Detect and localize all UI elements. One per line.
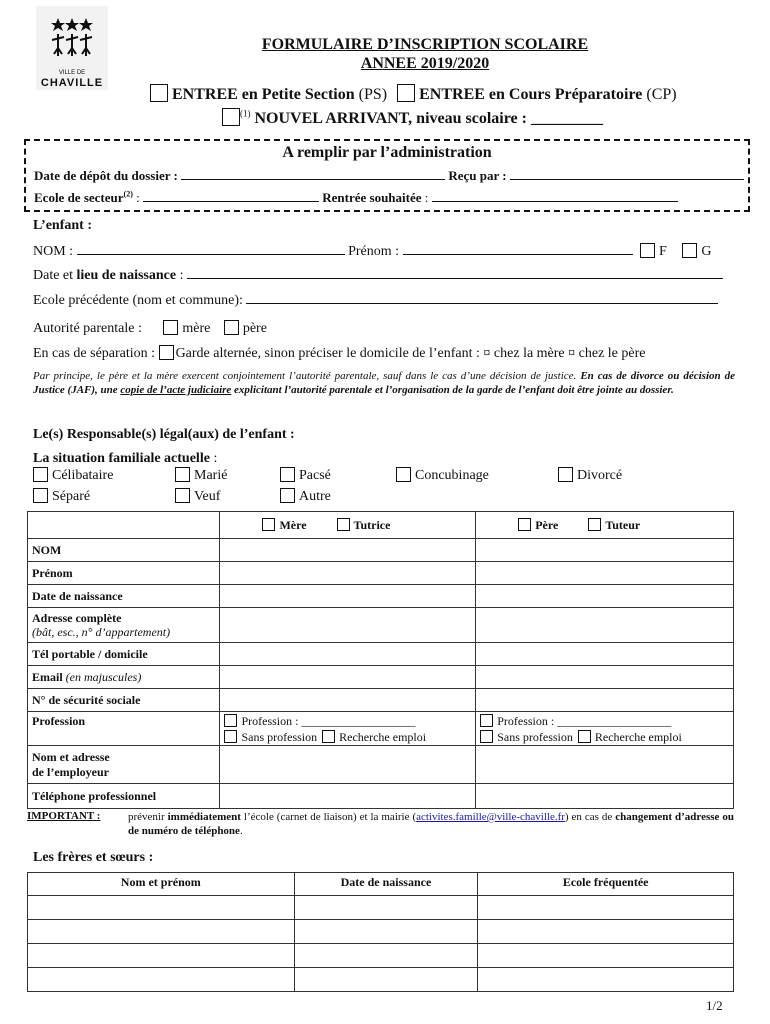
important-t5: changement d’adresse ou de numéro de téléphone (128, 811, 735, 837)
checkbox-pere-profession[interactable] (480, 714, 493, 727)
child-name-row (33, 242, 711, 260)
checkbox-divorce[interactable] (558, 467, 573, 482)
cell-mere[interactable] (220, 746, 476, 784)
col-tuteur-label: Tuteur (605, 517, 641, 532)
row-label-email (28, 666, 220, 689)
checkbox-cp[interactable] (397, 84, 415, 102)
important-t3: l’école (carnet de liaison) et la mairie ( (243, 811, 417, 823)
situation-opt-5[interactable] (558, 467, 622, 484)
table-row (28, 746, 734, 784)
birth-field[interactable] (187, 266, 723, 279)
siblings-table (27, 872, 734, 992)
important-t1: prévenir (128, 811, 165, 823)
row-label: Profession (28, 712, 220, 746)
col-mere-label: Mère (279, 517, 307, 532)
row-label: Nom et adresse (32, 749, 110, 764)
opt-label: Séparé (52, 489, 91, 504)
autorite-label: Autorité parentale : (33, 321, 142, 336)
sans-profession-label: Sans profession (497, 729, 573, 744)
situation-opt-3[interactable] (280, 467, 331, 484)
table-row (28, 608, 734, 643)
new-arrival-label: NOUVEL ARRIVANT, niveau scolaire : _________ (254, 110, 603, 127)
col-tutrice-label: Tutrice (353, 517, 391, 532)
col-ecole: Ecole fréquentée (478, 873, 734, 896)
checkbox-mere-profession[interactable] (224, 714, 237, 727)
cell-pere[interactable] (476, 643, 734, 666)
cell-mere[interactable] (220, 539, 476, 562)
cell[interactable] (28, 896, 295, 920)
rentree-label: Rentrée souhaitée (322, 190, 422, 205)
separation-row (33, 345, 646, 362)
important-t2: immédiatement (167, 811, 241, 823)
table-row (28, 944, 734, 968)
checkbox-concubinage[interactable] (396, 467, 411, 482)
cell-mere[interactable] (220, 689, 476, 712)
checkbox-ps[interactable] (150, 84, 168, 102)
guardians-table (27, 511, 734, 809)
admin-row-2: Ecole de secteur$^{(2)}$ : Rentrée souhaitée : (34, 189, 678, 206)
cell[interactable] (28, 968, 295, 992)
recu-par-field[interactable] (510, 167, 744, 180)
opt-label: Veuf (194, 489, 221, 504)
checkbox-garde[interactable] (159, 345, 174, 360)
cell-mere[interactable] (220, 562, 476, 585)
cell-pere[interactable] (476, 562, 734, 585)
nom-field[interactable] (77, 242, 345, 255)
cell-pere[interactable] (476, 539, 734, 562)
situation-label: La situation familiale actuelle (33, 451, 210, 466)
date-lieu-label-a: Date et (33, 268, 77, 283)
row-label-adresse (28, 608, 220, 643)
form-title: FORMULAIRE D’INSCRIPTION SCOLAIRE (261, 36, 589, 53)
important-t4: ) en cas de (564, 811, 613, 823)
ecole-secteur-field[interactable] (143, 189, 319, 202)
cell-pere[interactable] (476, 689, 734, 712)
checkbox-veuf[interactable] (175, 488, 190, 503)
cell[interactable] (294, 896, 478, 920)
cell[interactable] (294, 944, 478, 968)
siblings-header-row (28, 873, 734, 896)
note-part-2: En cas de divorce ou décision de Justice (JAF), une (33, 370, 735, 396)
table-row (28, 539, 734, 562)
email-link[interactable]: activites.famille@ville-chaville.fr (416, 811, 565, 823)
checkbox-mere[interactable] (163, 320, 178, 335)
cell-mere[interactable] (220, 666, 476, 689)
ecole-prec-row (33, 291, 718, 309)
row-label-employeur (28, 746, 220, 784)
resp-heading: Le(s) Responsable(s) légal(aux) de l’enfant : (33, 427, 295, 442)
table-row (28, 968, 734, 992)
checkbox-col-tutrice[interactable] (337, 518, 350, 531)
f-label: F (659, 244, 667, 259)
checkbox-mere-recherche[interactable] (322, 730, 335, 743)
cell-pere[interactable] (476, 585, 734, 608)
table-row (28, 562, 734, 585)
cell-mere[interactable] (220, 784, 476, 809)
date-lieu-label-b: lieu de naissance (76, 268, 177, 283)
admin-box (24, 139, 750, 212)
profession-label: Profession : ___________________ (241, 713, 416, 728)
situation-opt-7[interactable] (175, 488, 220, 505)
checkbox-col-tuteur[interactable] (588, 518, 601, 531)
separation-label: En cas de séparation : (33, 346, 156, 361)
mere-label: mère (182, 321, 211, 336)
cell-pere-profession (476, 712, 734, 746)
note-part-1: Par principe, le père et la mère exercent conjointement l’autorité parentale, sauf dans le cas d’une décision de justice. (33, 370, 577, 382)
row-sublabel: de l’employeur (32, 764, 109, 779)
table-row (28, 920, 734, 944)
rentree-field[interactable] (432, 189, 678, 202)
recherche-label: Recherche emploi (339, 729, 427, 744)
table-row (28, 643, 734, 666)
opt-label: Concubinage (415, 468, 489, 483)
checkbox-pere-sans-profession[interactable] (480, 730, 493, 743)
opt-label: Divorcé (577, 468, 623, 483)
checkbox-pere[interactable] (224, 320, 239, 335)
admin-row-1 (34, 167, 744, 184)
checkbox-col-pere[interactable] (518, 518, 531, 531)
cell-mere[interactable] (220, 585, 476, 608)
ecole-secteur-label: Ecole de secteur (34, 190, 124, 205)
checkbox-celibataire[interactable] (33, 467, 48, 482)
birth-row: Date et lieu de naissance : (33, 266, 723, 284)
prenom-field[interactable] (403, 242, 633, 255)
garde-label: Garde alternée, sinon préciser le domicile de l’enfant : ¤ chez la mère ¤ chez le père (175, 346, 646, 361)
nom-label: NOM : (33, 244, 74, 259)
row-label: N° de sécurité sociale (28, 689, 220, 712)
mere-col-header (220, 512, 476, 539)
cell-pere[interactable] (476, 666, 734, 689)
checkbox-marie[interactable] (175, 467, 190, 482)
important-t6: . (239, 825, 243, 837)
col-pere-label: Père (535, 517, 559, 532)
sans-profession-label: Sans profession (241, 729, 318, 744)
cell[interactable] (294, 920, 478, 944)
situation-opt-8[interactable] (280, 488, 331, 505)
cell[interactable] (478, 944, 734, 968)
admin-title: A remplir par l’administration (282, 144, 492, 161)
table-row (28, 784, 734, 809)
logo-text-1: VILLE DE (58, 70, 86, 76)
chaville-logo-icon (36, 6, 108, 66)
col-nom-prenom: Nom et prénom (28, 873, 295, 896)
row-sublabel: (bât, esc., n° d’appartement) (32, 625, 171, 639)
logo-text-2: CHAVILLE (40, 77, 104, 89)
cell-mere[interactable] (220, 608, 476, 643)
ecole-prec-field[interactable] (246, 291, 718, 304)
col-date-naissance: Date de naissance (294, 873, 478, 896)
recherche-label: Recherche emploi (594, 729, 682, 744)
checkbox-separe[interactable] (33, 488, 48, 503)
opt-label: Célibataire (52, 468, 114, 483)
form-year: ANNEE 2019/2020 (360, 55, 490, 72)
new-arrival-sup: (1) (240, 108, 251, 119)
table-row (28, 666, 734, 689)
table-corner (28, 512, 220, 539)
table-row (28, 712, 734, 746)
situation-heading: La situation familiale actuelle : (33, 451, 218, 466)
cell-mere-profession (220, 712, 476, 746)
ecole-prec-label: Ecole précédente (nom et commune): (33, 293, 243, 308)
checkbox-new-arrival[interactable] (222, 108, 240, 126)
checkbox-f[interactable] (640, 243, 655, 258)
opt-cp-label: ENTREE en Cours Préparatoire (419, 86, 643, 103)
entry-options (150, 84, 677, 104)
cell-pere[interactable] (476, 746, 734, 784)
recu-par-label: Reçu par : (448, 168, 507, 183)
opt-cp-abbr: (CP) (646, 86, 677, 103)
checkbox-autre[interactable] (280, 488, 295, 503)
row-sublabel: (en majuscules) (65, 669, 142, 684)
pere-col-header (476, 512, 734, 539)
child-heading: L’enfant : (33, 218, 92, 233)
prenom-label: Prénom : (348, 244, 400, 259)
logo (36, 6, 108, 90)
important-label: IMPORTANT : (27, 810, 101, 822)
cell[interactable] (478, 920, 734, 944)
cell[interactable] (28, 920, 295, 944)
row-label: Adresse complète (32, 611, 122, 625)
new-arrival (222, 108, 603, 128)
autorite-row (33, 320, 267, 337)
note-part-3: explicitant l’autorité parentale et l’organisation de la garde de l’enfant doit être jointe au dossier. (234, 384, 674, 396)
cell[interactable] (478, 968, 734, 992)
cell-mere[interactable] (220, 643, 476, 666)
row-label: Prénom (28, 562, 220, 585)
pere-label: père (242, 321, 267, 336)
checkbox-col-mere[interactable] (262, 518, 275, 531)
checkbox-pacse[interactable] (280, 467, 295, 482)
opt-label: Pacsé (299, 468, 331, 483)
opt-ps-label: ENTREE en Petite Section (172, 86, 355, 103)
situation-opt-2[interactable] (175, 467, 227, 484)
checkbox-pere-recherche[interactable] (578, 730, 591, 743)
table-row (28, 689, 734, 712)
checkbox-mere-sans-profession[interactable] (224, 730, 237, 743)
g-label: G (701, 244, 712, 259)
cell[interactable] (478, 896, 734, 920)
profession-label: Profession : ___________________ (497, 713, 672, 728)
cell[interactable] (28, 944, 295, 968)
checkbox-g[interactable] (682, 243, 697, 258)
date-depot-field[interactable] (181, 167, 445, 180)
opt-label: Autre (299, 489, 331, 504)
situation-opt-1[interactable] (33, 467, 113, 484)
parental-note (33, 369, 735, 397)
row-label: Date de naissance (28, 585, 220, 608)
table-row (28, 585, 734, 608)
date-depot-label: Date de dépôt du dossier : (34, 168, 178, 183)
situation-opt-6[interactable] (33, 488, 90, 505)
opt-label: Marié (194, 468, 228, 483)
important-text (128, 810, 734, 838)
row-label: Tél portable / domicile (28, 643, 220, 666)
ecole-secteur-sup: (2) (123, 189, 133, 199)
table-row (28, 896, 734, 920)
row-label: Email (32, 669, 63, 684)
siblings-heading: Les frères et sœurs : (33, 850, 154, 865)
row-label: Téléphone professionnel (28, 784, 220, 809)
cell-pere[interactable] (476, 784, 734, 809)
opt-ps-abbr: (PS) (358, 86, 388, 103)
cell-pere[interactable] (476, 608, 734, 643)
page-number: 1/2 (706, 998, 723, 1013)
cell[interactable] (294, 968, 478, 992)
row-label: NOM (28, 539, 220, 562)
situation-opt-4[interactable] (396, 467, 489, 484)
table-header-row (28, 512, 734, 539)
note-link: copie de l’acte judiciaire (120, 384, 232, 396)
